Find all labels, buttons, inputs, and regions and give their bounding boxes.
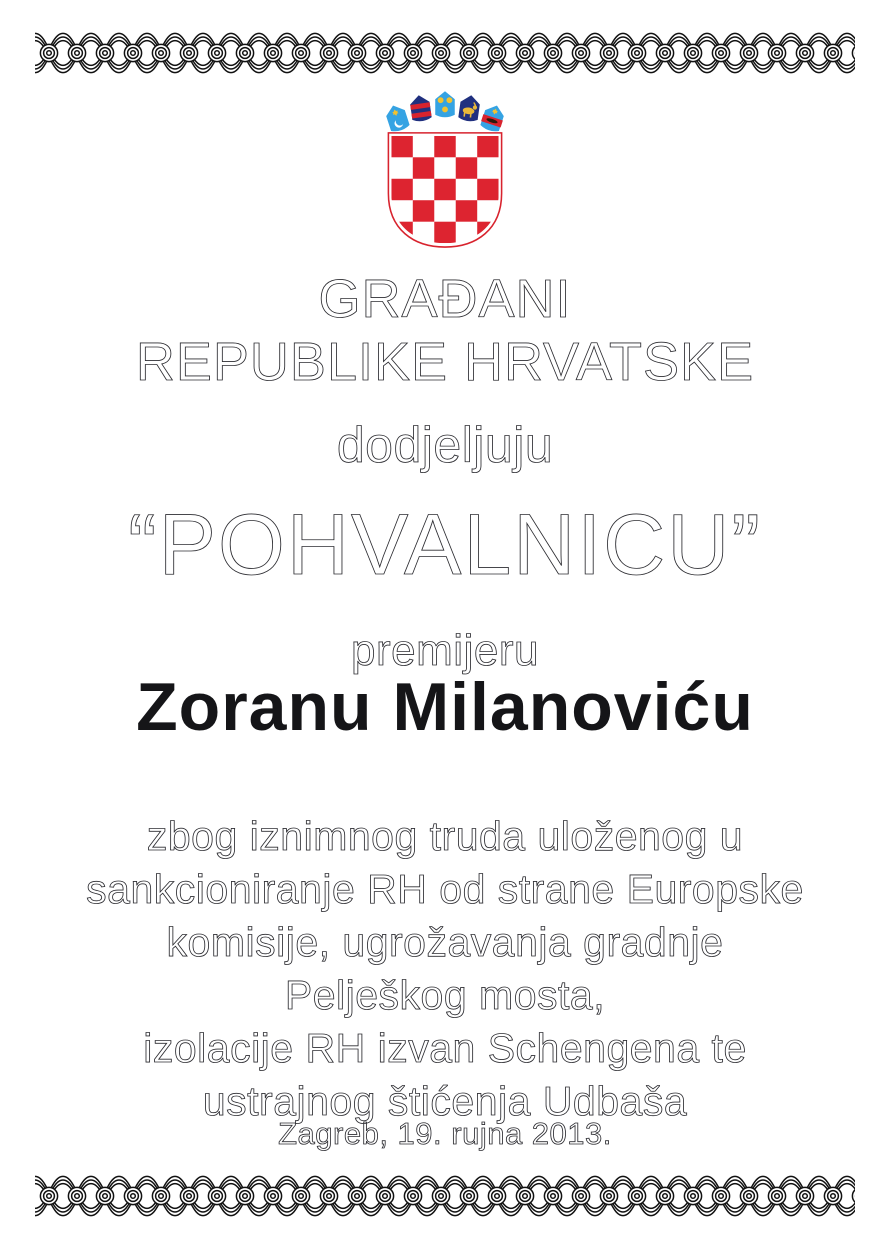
bottom-border-ornament xyxy=(35,1173,855,1219)
issuer-line2: REPUBLIKE HRVATSKE xyxy=(135,332,755,392)
body-line: sankcioniranje RH od strane Europske xyxy=(86,866,804,912)
top-border-ornament xyxy=(35,30,855,76)
coat-shield xyxy=(388,133,501,247)
recipient-name: Zoranu Milanoviću xyxy=(136,669,754,745)
coat-crown xyxy=(382,90,507,135)
issuer-line1: GRAĐANI xyxy=(318,269,572,329)
recipient-role: premijeru xyxy=(351,626,539,675)
award-action: dodjeljuju xyxy=(336,417,554,473)
croatian-coat-of-arms xyxy=(375,88,515,250)
body-line: zbog iznimnog truda uloženog u xyxy=(146,813,744,859)
body-line: Pelješkog mosta, xyxy=(284,972,606,1018)
issuer-title xyxy=(0,268,890,394)
body-line: komisije, ugrožavanja gradnje xyxy=(166,919,724,965)
body-line: ustrajnog štićenja Udbaša xyxy=(202,1078,688,1124)
body-line: izolacije RH izvan Schengena te xyxy=(143,1025,747,1071)
date-line: Zagreb, 19. rujna 2013. xyxy=(278,1116,612,1151)
body-text xyxy=(0,810,890,1128)
award-title: “POHVALNICU” xyxy=(127,497,763,593)
